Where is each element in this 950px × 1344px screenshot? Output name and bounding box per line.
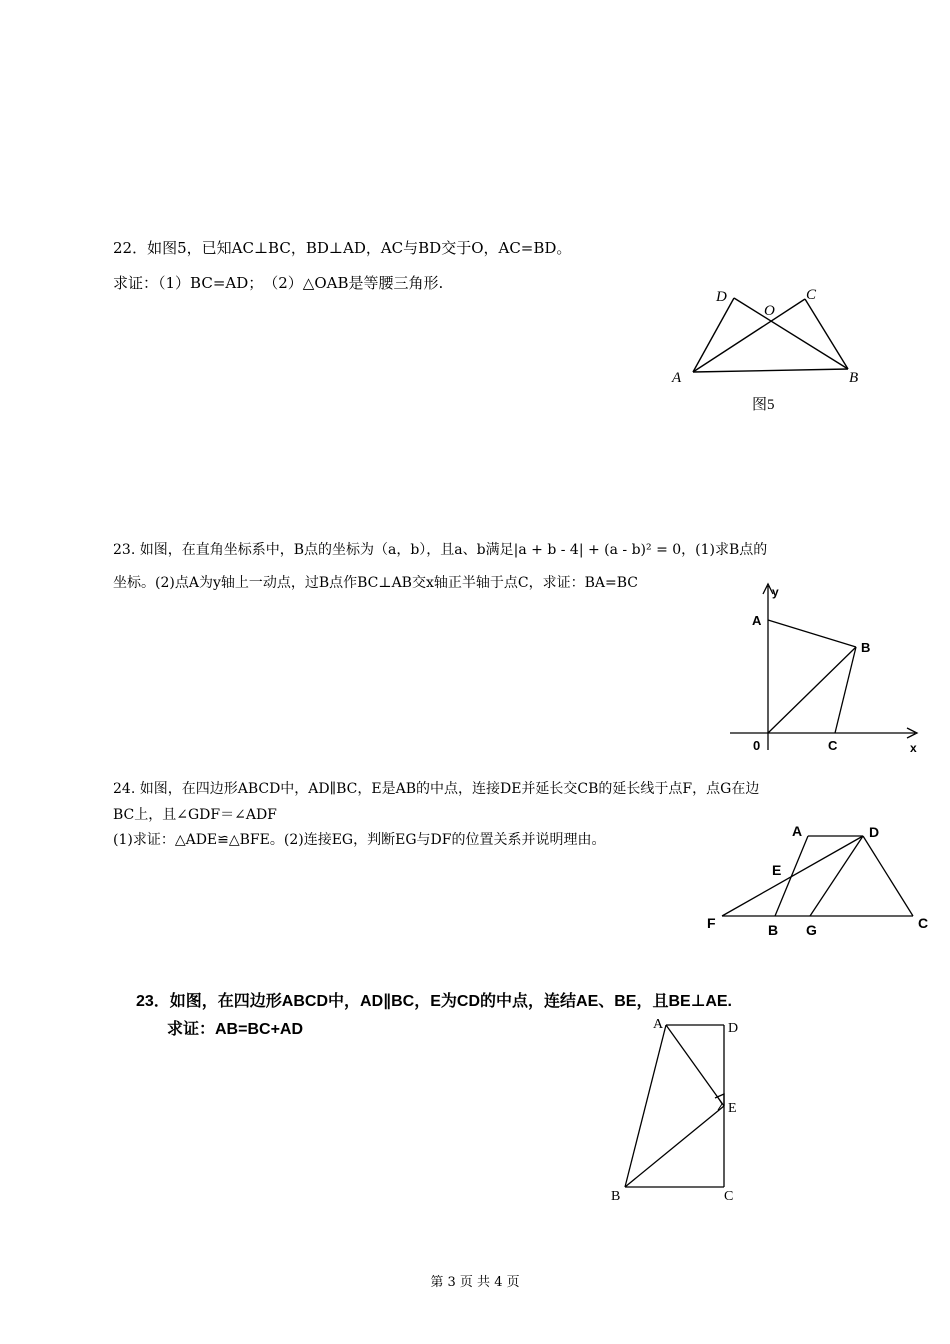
problem-23a-line-2: 坐标。(2)点A为y轴上一动点，过B点作BC⊥AB交x轴正半轴于点C，求证：BA=BC: [113, 575, 638, 591]
coord-label-b: B: [861, 640, 871, 655]
figure-quadrilateral-23b: [600, 1010, 770, 1210]
quad24-label-e: E: [772, 862, 782, 878]
coord-label-c: C: [828, 738, 838, 753]
quad24-label-c: C: [918, 915, 929, 931]
figure-5-label-o: O: [764, 303, 775, 319]
quad23b-label-d: D: [728, 1021, 739, 1036]
figure-5: [660, 280, 870, 420]
quad23b-label-b: B: [611, 1189, 621, 1204]
problem-23b-line-1: 23．如图，在四边形ABCD中，AD∥BC，E为CD的中点，连结AE、BE，且BE⊥AE.: [136, 993, 732, 1010]
figure-5-label-b: B: [849, 370, 859, 386]
figure-5-label-c: C: [806, 287, 817, 303]
quad24-label-f: F: [707, 915, 716, 931]
quad24-label-d: D: [869, 824, 880, 840]
quad24-label-a: A: [792, 823, 803, 839]
problem-23b-line-2: 求证：AB=BC+AD: [167, 1021, 304, 1038]
quad23b-label-e: E: [728, 1101, 737, 1116]
problem-24-line-2: BC上，且∠GDF＝∠ADF: [113, 807, 277, 823]
quad23b-label-a: A: [653, 1017, 664, 1032]
quad24-label-g: G: [806, 922, 817, 938]
figure-5-label-a: A: [672, 370, 682, 386]
quad23b-label-c: C: [724, 1189, 734, 1204]
figure-coordinate: [730, 580, 940, 760]
coord-label-y: y: [772, 585, 779, 599]
figure-quadrilateral-24: [700, 820, 940, 945]
coord-label-x: x: [910, 741, 917, 755]
problem-22-line-1: 22．如图5，已知AC⊥BC，BD⊥AD，AC与BD交于O，AC=BD。: [113, 239, 572, 257]
problem-24-line-1: 24. 如图，在四边形ABCD中，AD∥BC，E是AB的中点，连接DE并延长交CB的延长线于点F，点G在边: [113, 781, 760, 797]
problem-23a-line-1: 23. 如图，在直角坐标系中，B点的坐标为（a，b），且a、b满足|a + b - 4| + (a - b)² = 0，(1)求B点的: [113, 542, 768, 558]
figure-5-label-d: D: [716, 289, 727, 305]
figure-5-caption: 图5: [752, 397, 775, 413]
coord-label-a: A: [752, 613, 762, 628]
problem-22-line-2: 求证：（1）BC=AD； （2）△OAB是等腰三角形.: [113, 274, 444, 292]
page-footer: 第 3 页 共 4 页: [430, 1275, 520, 1290]
coord-label-origin: 0: [753, 738, 761, 753]
quad24-label-b: B: [768, 922, 779, 938]
problem-24-line-3: (1)求证：△ADE≌△BFE。(2)连接EG，判断EG与DF的位置关系并说明理由。: [113, 832, 606, 848]
